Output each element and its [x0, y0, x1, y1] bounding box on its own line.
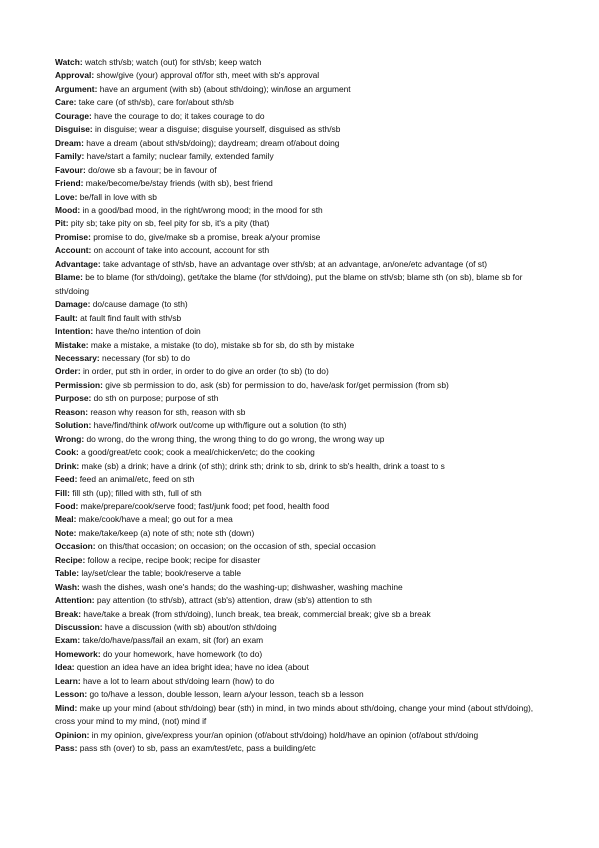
entry-colon: : — [82, 164, 89, 175]
entry-colon: : — [97, 258, 103, 269]
entry-collocations: take/do/have/pass/fail an exam, sit (for) an exam — [82, 635, 264, 646]
vocab-entry — [55, 69, 551, 82]
document-page — [55, 56, 551, 756]
entry-colon: : — [74, 191, 80, 202]
vocab-entry — [55, 191, 551, 204]
entry-colon: : — [74, 743, 80, 754]
entry-colon: : — [79, 57, 85, 67]
entry-term: Discussion — [55, 622, 100, 633]
vocab-entry — [55, 473, 551, 486]
vocab-entry — [55, 540, 551, 553]
entry-collocations: have the/no intention of doin — [95, 326, 201, 337]
vocab-entry — [55, 164, 551, 177]
entry-collocations: take care (of sth/sb), care for/about sth/sb — [78, 97, 234, 108]
vocab-entry — [55, 217, 551, 230]
vocab-entry — [55, 648, 551, 661]
entry-colon: : — [99, 622, 105, 633]
entry-colon: : — [80, 272, 86, 283]
entry-colon: : — [87, 299, 93, 310]
entry-collocations: in my opinion, give/express your/an opinion (of/about sth/doing) hold/have an opinion (of/about sth/doing — [91, 729, 479, 740]
vocab-entry — [55, 325, 551, 338]
vocab-entry — [55, 634, 551, 647]
entry-collocations: have a lot to learn about sth/doing learn (how) to do — [82, 675, 275, 686]
entry-colon: : — [88, 231, 94, 242]
entry-colon: : — [73, 514, 79, 525]
entry-term: Love — [55, 191, 75, 202]
entry-term: Promise — [55, 231, 89, 242]
entry-colon: : — [84, 689, 90, 700]
entry-colon: : — [65, 218, 71, 229]
entry-term: Note — [55, 527, 74, 538]
vocab-entry — [55, 608, 551, 621]
entry-collocations: have the courage to do; it takes courage to do — [94, 110, 265, 121]
entry-term: Mood — [55, 204, 78, 215]
entry-colon: : — [80, 178, 86, 189]
entry-term: Meal — [55, 514, 74, 525]
entry-colon: : — [96, 352, 103, 363]
entry-term: Damage — [55, 299, 88, 310]
entry-collocations: pay attention (to sth/sb), attract (sb's) attention, draw (sb's) attention to sth — [96, 595, 372, 606]
vocab-entry — [55, 110, 551, 123]
entry-colon: : — [91, 595, 97, 606]
entry-term: Account — [55, 245, 89, 256]
entry-colon: : — [67, 487, 73, 498]
entry-colon: : — [91, 70, 97, 81]
entry-collocations: in a good/bad mood, in the right/wrong mood; in the mood for sth — [82, 204, 323, 215]
entry-term: Order — [55, 366, 78, 377]
entry-colon: : — [77, 204, 83, 215]
entry-colon: : — [73, 527, 79, 538]
entry-term: Courage — [55, 110, 89, 121]
entry-colon: : — [75, 312, 81, 323]
entry-collocations: have/start a family; nuclear family, extended family — [86, 151, 274, 162]
entry-term: Family — [55, 151, 82, 162]
vocab-entry — [55, 527, 551, 540]
entry-term: Solution — [55, 420, 89, 431]
entry-collocations: do sth on purpose; purpose of sth — [93, 393, 219, 404]
entry-term: Disguise — [55, 124, 90, 135]
entry-term: Fill — [55, 487, 68, 498]
entry-term: Watch — [55, 57, 80, 67]
entry-collocations: give sb permission to do, ask (sb) for permission to do, have/ask for/get permission (from sb) — [105, 379, 449, 390]
vocab-entry — [55, 298, 551, 311]
entry-colon: : — [86, 729, 92, 740]
entry-colon: : — [77, 635, 83, 646]
entry-collocations: do/owe sb a favour; be in favour of — [88, 164, 217, 175]
entry-term: Mistake — [55, 339, 86, 350]
entry-collocations: have a dream (about sth/sb/doing); daydream; dream of/about doing — [86, 137, 340, 148]
entry-collocations: on account of take into account, account for sth — [93, 245, 270, 256]
entry-collocations: make a mistake, a mistake (to do), mistake sb for sb, do sth by mistake — [90, 339, 355, 350]
vocab-entry — [55, 567, 551, 580]
entry-colon: : — [88, 110, 95, 121]
vocab-entry — [55, 339, 551, 352]
entry-collocations: in order, put sth in order, in order to do give an order (to sb) (to do) — [82, 366, 329, 377]
entry-collocations: pass sth (over) to sb, pass an exam/test/etc, pass a building/etc — [79, 743, 316, 754]
entry-collocations: make/become/be/stay friends (with sb), best friend — [85, 178, 273, 189]
entry-colon: : — [75, 447, 82, 458]
entry-colon: : — [77, 581, 83, 592]
entry-collocations: question an idea have an idea bright idea; have no idea (about — [76, 662, 309, 673]
vocab-entry — [55, 312, 551, 325]
entry-collocations: in disguise; wear a disguise; disguise yourself, disguised as sth/sb — [95, 124, 341, 135]
entry-term: Favour — [55, 164, 83, 175]
entry-term: Fault — [55, 312, 76, 323]
vocab-entry — [55, 554, 551, 567]
entry-term: Mind — [55, 702, 75, 713]
vocab-entry — [55, 460, 551, 473]
entry-collocations: on this/that occasion; on occasion; on the occasion of sth, special occasion — [97, 541, 376, 552]
entry-collocations: be to blame (for sth/doing), get/take the blame (for sth/doing), put the blame on sth/sb; blame sth (on sb), blame sb for sth/doing — [55, 272, 523, 296]
entry-term: Blame — [55, 272, 81, 283]
entry-term: Wrong — [55, 433, 82, 444]
entry-colon: : — [78, 608, 84, 619]
vocab-entry — [55, 379, 551, 392]
vocab-entry — [55, 729, 551, 742]
entry-collocations: be/fall in love with sb — [79, 191, 157, 202]
entry-colon: : — [97, 648, 103, 659]
entry-term: Idea — [55, 662, 72, 673]
entry-term: Intention — [55, 326, 91, 337]
entry-colon: : — [74, 702, 80, 713]
entry-term: Recipe — [55, 554, 83, 565]
entry-term: Cook — [55, 447, 76, 458]
vocab-entry — [55, 581, 551, 594]
entry-term: Dream — [55, 137, 82, 148]
entry-collocations: have/take a break (from sth/doing), lunch break, tea break, commercial break; give sb a break — [83, 608, 431, 619]
vocab-entry — [55, 258, 551, 271]
vocab-entry — [55, 621, 551, 634]
vocab-entry — [55, 433, 551, 446]
entry-colon: : — [89, 124, 96, 135]
entry-term: Homework — [55, 648, 98, 659]
entry-collocations: do/cause damage (to sth) — [92, 299, 188, 310]
entry-colon: : — [71, 662, 77, 673]
entry-term: Learn — [55, 675, 78, 686]
entry-term: Opinion — [55, 729, 87, 740]
entry-collocations: lay/set/clear the table; book/reserve a table — [81, 568, 242, 579]
entry-term: Break — [55, 608, 79, 619]
entry-collocations: necessary (for sb) to do — [102, 352, 191, 363]
vocab-entry — [55, 675, 551, 688]
entry-collocations: take advantage of sth/sb, have an advantage over sth/sb; at an advantage, an/one/etc advantage (of st) — [102, 258, 488, 269]
entry-colon: : — [76, 460, 82, 471]
entry-colon: : — [74, 474, 80, 485]
entry-collocations: make/take/keep (a) note of sth; note sth (down) — [78, 527, 255, 538]
entry-collocations: promise to do, give/make sb a promise, break a/your promise — [93, 231, 321, 242]
vocab-entry — [55, 661, 551, 674]
entry-collocations: follow a recipe, recipe book; recipe for disaster — [87, 554, 261, 565]
vocab-entry — [55, 204, 551, 217]
vocab-entry — [55, 392, 551, 405]
entry-term: Attention — [55, 595, 92, 606]
entry-term: Occasion — [55, 541, 93, 552]
vocab-entry — [55, 150, 551, 163]
entry-term: Argument — [55, 83, 95, 94]
entry-collocations: do your homework, have homework (to do) — [102, 648, 263, 659]
vocab-entry — [55, 487, 551, 500]
entry-term: Pit — [55, 218, 66, 229]
entry-term: Advantage — [55, 258, 98, 269]
entry-term: Food — [55, 500, 76, 511]
entry-colon: : — [81, 137, 87, 148]
entry-term: Table — [55, 568, 77, 579]
entry-colon: : — [75, 500, 81, 511]
entry-collocations: have an argument (with sb) (about sth/doing); win/lose an argument — [99, 83, 351, 94]
entry-colon: : — [82, 554, 88, 565]
vocab-entry — [55, 688, 551, 701]
entry-colon: : — [77, 366, 83, 377]
entry-collocations: go to/have a lesson, double lesson, learn a/your lesson, teach sb a lesson — [89, 689, 364, 700]
vocab-entry — [55, 406, 551, 419]
entry-colon: : — [85, 406, 91, 417]
entry-collocations: wash the dishes, wash one's hands; do the washing-up; dishwasher, washing machine — [82, 581, 403, 592]
entry-term: Permission — [55, 379, 101, 390]
entry-collocations: do wrong, do the wrong thing, the wrong thing to do go wrong, the wrong way up — [86, 433, 385, 444]
entry-colon: : — [81, 151, 87, 162]
entry-collocations: a good/great/etc cook; cook a meal/chicken/etc; do the cooking — [81, 447, 315, 458]
entry-term: Approval — [55, 70, 92, 81]
vocab-entry — [55, 419, 551, 432]
entry-term: Lesson — [55, 689, 85, 700]
entry-collocations: show/give (your) approval of/for sth, meet with sb's approval — [96, 70, 320, 81]
entry-term: Drink — [55, 460, 77, 471]
vocab-entry — [55, 702, 551, 729]
vocab-entry — [55, 446, 551, 459]
vocab-entry — [55, 83, 551, 96]
entry-collocations: feed an animal/etc, feed on sth — [79, 474, 195, 485]
entry-colon: : — [94, 83, 100, 94]
entry-colon: : — [81, 433, 87, 444]
vocab-entry — [55, 244, 551, 257]
vocab-entry — [55, 365, 551, 378]
entry-colon: : — [100, 379, 106, 390]
vocab-entry — [55, 352, 551, 365]
entry-colon: : — [88, 420, 94, 431]
entry-collocations: make/prepare/cook/serve food; fast/junk food; pet food, health food — [80, 500, 330, 511]
vocab-entry — [55, 742, 551, 755]
vocab-entry — [55, 177, 551, 190]
entry-colon: : — [92, 541, 98, 552]
vocab-entry — [55, 271, 551, 298]
vocab-entry — [55, 231, 551, 244]
entry-collocations: make/cook/have a meal; go out for a mea — [78, 514, 233, 525]
entry-term: Necessary — [55, 352, 97, 363]
entry-term: Purpose — [55, 393, 89, 404]
entry-term: Pass — [55, 743, 75, 754]
vocab-entry — [55, 56, 551, 69]
vocab-entry — [55, 123, 551, 136]
entry-collocations: reason why reason for sth, reason with sb — [90, 406, 246, 417]
entry-colon: : — [85, 339, 91, 350]
vocab-entry — [55, 137, 551, 150]
entry-colon: : — [88, 393, 94, 404]
entry-colon: : — [90, 326, 96, 337]
entry-term: Reason — [55, 406, 86, 417]
entry-term: Wash — [55, 581, 78, 592]
vocab-entry — [55, 594, 551, 607]
entry-colon: : — [88, 245, 94, 256]
entry-collocations: have a discussion (with sb) about/on sth/doing — [104, 622, 277, 633]
entry-collocations: pity sb; take pity on sb, feel pity for sb, it's a pity (that) — [70, 218, 270, 229]
entry-term: Friend — [55, 178, 81, 189]
entry-collocations: have/find/think of/work out/come up with/figure out a solution (to sth) — [93, 420, 347, 431]
entry-collocations: make (sb) a drink; have a drink (of sth); drink sth; drink to sb, drink to sb's health, drink a toast to s — [81, 460, 445, 471]
entry-colon: : — [73, 97, 79, 108]
entry-term: Feed — [55, 474, 75, 485]
vocab-entry — [55, 96, 551, 109]
entry-term: Exam — [55, 635, 78, 646]
entry-colon: : — [77, 675, 83, 686]
entry-collocations: at fault find fault with sth/sb — [80, 312, 182, 323]
entry-collocations: watch sth/sb; watch (out) for sth/sb; keep watch — [84, 57, 262, 67]
entry-collocations: make up your mind (about sth/doing) bear (sth) in mind, in two minds about sth/doing, change your mind (about sth/doing), cross your mind to my mind, (not) mind if — [55, 702, 534, 727]
entry-term: Care — [55, 97, 74, 108]
vocab-entry — [55, 500, 551, 513]
entry-colon: : — [76, 568, 82, 579]
entry-collocations: fill sth (up); filled with sth, full of sth — [72, 487, 202, 498]
vocab-entry — [55, 513, 551, 526]
